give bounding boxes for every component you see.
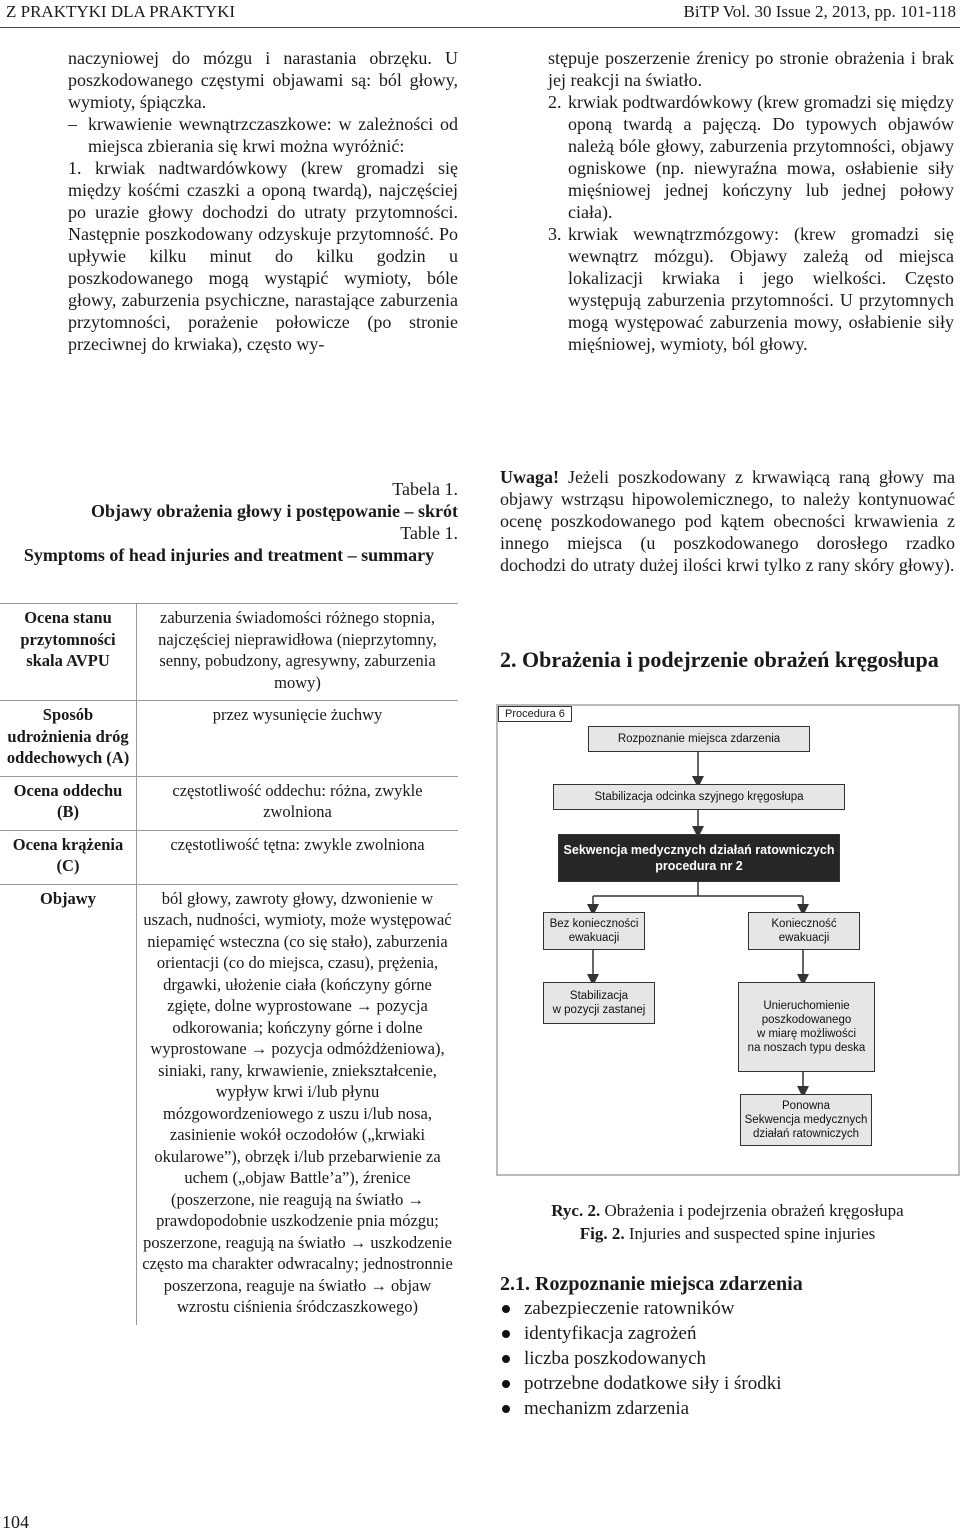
flow-box-text: Sekwencja medycznych — [744, 1114, 868, 1126]
table-row — [0, 884, 458, 1325]
left-column-top — [68, 47, 458, 355]
list-item-text: liczba poszkodowanych — [524, 1348, 707, 1369]
section-heading-2: 2. Obrażenia i podejrzenie obrażeń kręgosłupa — [500, 647, 939, 672]
table-title-en: Symptoms of head injuries and treatment – summary — [23, 545, 435, 565]
list-item-1: 1. krwiak nadtwardówkowy (krew gromadzi się między kośćmi czaszki a oponą twardą), najczęściej po urazie głowy dochodzi do utraty przytomności. Następnie poszkodowany odzyskuje przytomność. Po upływie kilku minut do kilku godzin u poszkodowanego mogą wystąpić wymioty, bóle głowy, zaburzenia psychiczne, narastające zaburzenia przytomności, porażenie połowicze (po stronie przeciwnej do krwiaka), często wy- — [68, 158, 458, 354]
list-item-3 — [548, 223, 954, 355]
table-caption — [0, 478, 458, 566]
row-cell: częstotliwość tętna: zwykle zwolniona — [137, 830, 459, 884]
right-column-top — [548, 47, 954, 355]
list-item — [500, 1296, 955, 1321]
warning-label: Uwaga! — [500, 467, 559, 487]
figure-caption-pl — [500, 1199, 955, 1222]
list-item — [500, 1396, 955, 1421]
flow-box-text: Stabilizacja odcinka szyjnego kręgosłupa — [594, 791, 804, 803]
flow-box-text: Bez konieczności — [549, 918, 639, 930]
figure-label-pl: Ryc. 2. — [551, 1201, 601, 1220]
paragraph: naczyniowej do mózgu i narastania obrzęku. U poszkodowanego częstymi objawami są: ból głowy, wymioty, śpiączka. — [68, 48, 458, 112]
running-header-right: BiTP Vol. 30 Issue 2, 2013, pp. 101-118 — [683, 2, 956, 21]
row-cell: zaburzenia świadomości różnego stopnia, najczęściej nieprawidłowa (nieprzytomny, senny, pobudzony, agresywny, zaburzenia mowy) — [137, 604, 459, 701]
symptoms-table — [0, 603, 458, 1325]
table-label-pl: Tabela 1. — [392, 479, 458, 499]
list-item-text: zabezpieczenie ratowników — [524, 1298, 735, 1319]
list-item-text: krwiak wewnątrzmózgowy: (krew gromadzi się wewnątrz mózgu). Objawy zależą od miejsca lokalizacji krwiaka i jego wielkości. Często występują zaburzenia przytomności. U przytomnych mogą występować zaburzenia mowy, osłabienie siły mięśniowej, wymioty, ból głowy. — [568, 224, 954, 354]
list-number: 2. — [548, 92, 562, 112]
section-heading-2-1: 2.1. Rozpoznanie miejsca zdarzenia — [500, 1273, 803, 1295]
bullet-icon — [502, 1330, 510, 1338]
figure-text-pl: Obrażenia i podejrzenia obrażeń kręgosłupa — [600, 1201, 904, 1220]
flow-box-text: Konieczność — [771, 918, 837, 930]
list-item — [500, 1371, 955, 1396]
header-rule — [0, 27, 960, 28]
flow-box-text: procedura nr 2 — [655, 859, 743, 873]
bullet-icon — [502, 1355, 510, 1363]
figure-caption-en — [500, 1222, 955, 1245]
figure-text-en: Injuries and suspected spine injuries — [624, 1224, 876, 1243]
row-header: Ocena krążenia (C) — [0, 830, 137, 884]
bullet-icon — [502, 1380, 510, 1388]
flow-box-no-evacuation — [543, 912, 645, 950]
bullet-icon — [502, 1305, 510, 1313]
warning-paragraph — [500, 466, 955, 576]
flow-box-text: na noszach typu deska — [747, 1042, 866, 1054]
flow-box-text: Unieruchomienie — [763, 1000, 850, 1012]
figure-label-en: Fig. 2. — [579, 1224, 625, 1243]
row-cell: ból głowy, zawroty głowy, dzwonienie w uszach, nudności, wymioty, może występować niepamięć wsteczna (co się stało), zaburzenia orientacji (co do miejsca, czasu), prężenia, drgawki, ułożenie ciała (kończyny górne zgięte, dolne wyprostowane → pozycja odkorowania; kończyny górne i dolne wyprostowane → pozycja odmóżdżeniowa), siniaki, rany, krwawienie, zniekształcenie, wypływ krwi i/lub płynu mózgowordzeniowego z uszu i/lub nosa, zasinienie wokół oczodołów („krwiaki okularowe”), obrzęk i/lub przebarwienie za uchem („objaw Battle’a”), źrenice (poszerzone, nie reagują na światło → prawdopodobnie uszkodzenie pnia mózgu; poszerzone, reagują na światło → uszkodzenie często ma charakter odwracalny; jednostronnie poszerzona, reaguje na światło → objaw wzrostu ciśnienia śródczaszkowego) — [137, 884, 459, 1325]
row-cell: częstotliwość oddechu: różna, zwykle zwolniona — [137, 776, 459, 830]
flow-box-text: w pozycji zastanej — [552, 1004, 646, 1016]
flow-box-text: ewakuacji — [778, 932, 830, 944]
list-item-2 — [548, 91, 954, 223]
list-item-text: krwiak podtwardówkowy (krew gromadzi się między oponą twardą a pajęczą. Do typowych objawów należą bóle głowy, zaburzenia przytomności, objawy ogniskowe (np. niewyraźna mowa, osłabienie siły mięśniowej jednej kończyny lub jednej połowy ciała). — [568, 92, 954, 222]
dash-marker: – — [68, 114, 77, 134]
list-item-text: potrzebne dodatkowe siły i środki — [524, 1373, 782, 1394]
page-number: 104 — [2, 1512, 29, 1532]
flow-box-evacuation-needed — [748, 912, 860, 950]
flow-box-repeat-sequence — [740, 1094, 872, 1146]
warning-text: Jeżeli poszkodowany z krwawiącą raną głowy ma objawy wstrząsu hipowolemicznego, to należy kontynuować ocenę poszkodowanego pod kątem obecności krwawienia z innego miejsca (u poszkodowanego dorosłego rzadko dochodzi do utraty dużej ilości krwi tylko z rany skóry głowy). — [500, 467, 955, 575]
table-row — [0, 830, 458, 884]
list-number: 3. — [548, 224, 562, 244]
spine-procedure-flowchart — [496, 704, 960, 1176]
flow-box-text: działań ratowniczych — [752, 1128, 860, 1140]
row-cell: przez wysunięcie żuchwy — [137, 701, 459, 777]
flow-box-rescue-sequence — [558, 834, 840, 882]
dash-item — [68, 113, 458, 157]
bullet-list — [500, 1296, 955, 1421]
table-row — [0, 604, 458, 701]
list-item — [500, 1346, 955, 1371]
row-header: Ocena stanu przytomności skala AVPU — [0, 604, 137, 701]
table-row — [0, 701, 458, 777]
flow-box-cervical-stabilization — [553, 784, 845, 810]
flow-box-text: Sekwencja medycznych działań ratowniczych — [563, 843, 835, 857]
flow-box-text: ewakuacji — [568, 932, 620, 944]
running-header-left: Z PRAKTYKI DLA PRAKTYKI — [6, 2, 236, 21]
bullet-icon — [502, 1405, 510, 1413]
row-header: Objawy — [0, 884, 137, 1325]
dash-item-text: krwawienie wewnątrzczaszkowe: w zależności od miejsca zbierania się krwi można wyróżnić: — [88, 114, 458, 156]
row-header: Sposób udrożnienia dróg oddechowych (A) — [0, 701, 137, 777]
flow-box-immobilization — [738, 982, 875, 1072]
table-title-pl: Objawy obrażenia głowy i postępowanie – skrót — [90, 501, 458, 521]
flow-box-stabilization-in-place — [543, 982, 655, 1024]
row-header: Ocena oddechu (B) — [0, 776, 137, 830]
flow-box-text: Rozpoznanie miejsca zdarzenia — [617, 733, 781, 745]
paragraph: stępuje poszerzenie źrenicy po stronie obrażenia i brak jej reakcji na światło. — [548, 48, 954, 90]
warning-note — [500, 466, 955, 576]
list-item — [500, 1321, 955, 1346]
flow-box-scene-recognition — [588, 726, 810, 752]
list-item-text: identyfikacja zagrożeń — [524, 1323, 697, 1344]
table-label-en: Table 1. — [400, 523, 458, 543]
flow-box-text: poszkodowanego — [761, 1014, 852, 1026]
flow-box-text: w miarę możliwości — [756, 1028, 857, 1040]
flow-box-text: Ponowna — [782, 1100, 830, 1112]
list-item-text: mechanizm zdarzenia — [524, 1398, 690, 1419]
figure-caption — [500, 1199, 955, 1245]
procedure-label: Procedura 6 — [498, 706, 572, 722]
flow-box-text: Stabilizacja — [569, 990, 629, 1002]
table-row — [0, 776, 458, 830]
